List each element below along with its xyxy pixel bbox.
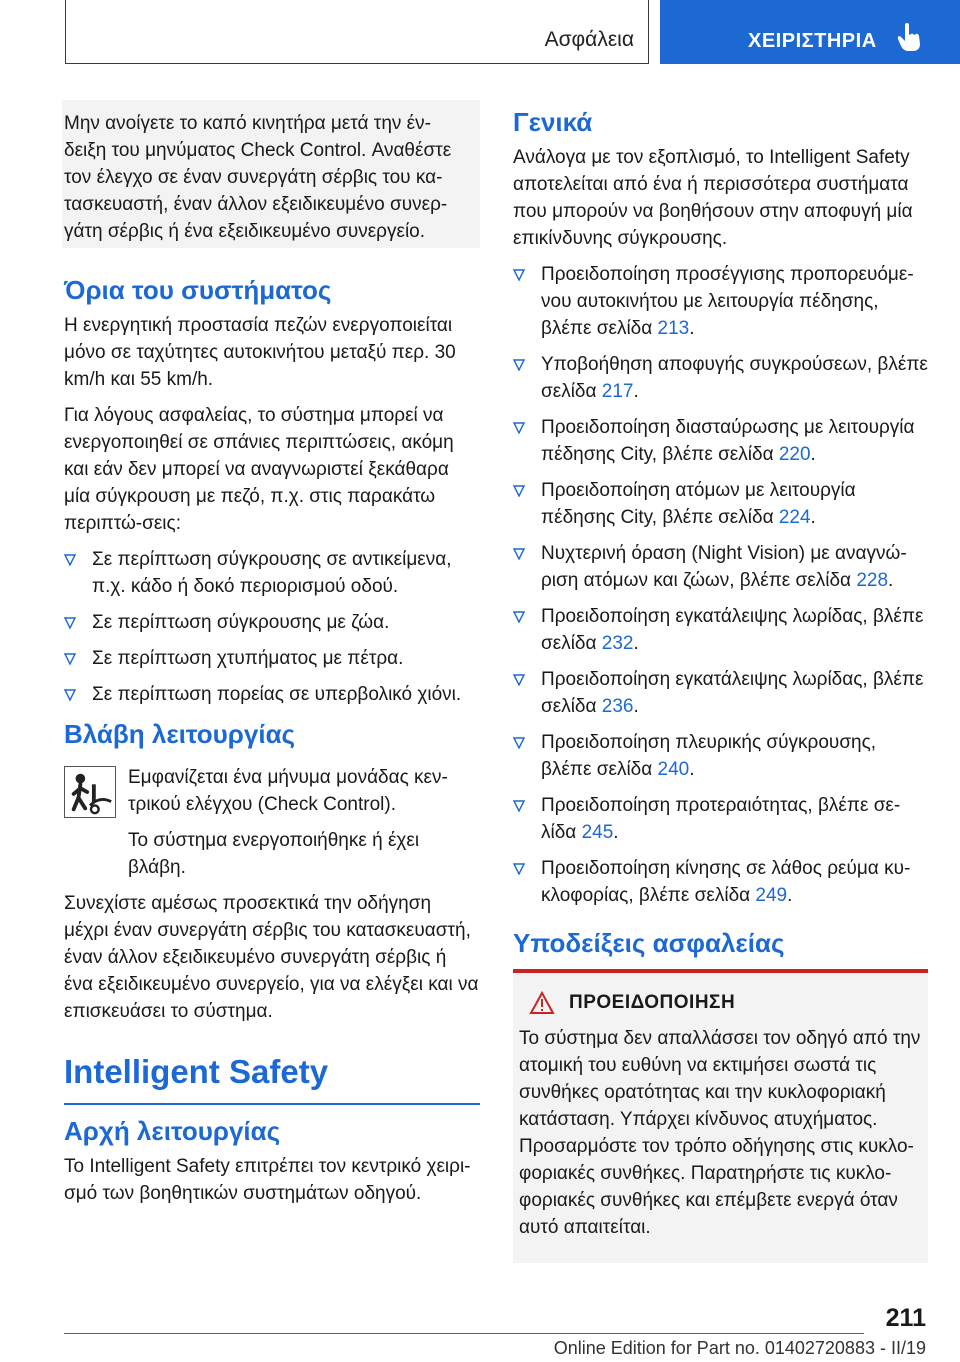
list-item-text: Προειδοποίηση διασταύρωσης με λειτουργία πέδησης City, βλέπε σελίδα <box>541 417 915 465</box>
note-text: Μην ανοίγετε το καπό κινητήρα μετά την έν-δειξη του μηνύματος Check Control. Αναθέστε τον έλεγχο σε έναν συνεργάτη σέρβις του κα-τασκευαστή, έναν άλλον εξειδικευμένο συνερ-γάτη σέρβις ή ένα εξειδικευμένο συνεργείο. <box>64 113 452 242</box>
list-item: Προειδοποίηση κίνησης σε λάθος ρεύμα κυ-κλοφορίας, βλέπε σελίδα 249. <box>513 855 928 909</box>
triangle-bullet-icon <box>513 548 525 560</box>
list-item: Υποβοήθηση αποφυγής συγκρούσεων, βλέπε σελίδα 217. <box>513 351 928 405</box>
systems-list <box>513 261 928 909</box>
list-item: Νυχτερινή όραση (Night Vision) με αναγνώ-ριση ατόμων και ζώων, βλέπε σελίδα 228. <box>513 540 928 594</box>
warning-box <box>513 969 928 1263</box>
hand-pointer-icon <box>896 22 922 52</box>
list-item-text: Νυχτερινή όραση (Night Vision) με αναγνώ-ριση ατόμων και ζώων, βλέπε σελίδα <box>541 543 907 591</box>
page-link[interactable]: 245 <box>581 822 614 843</box>
list-item: Προειδοποίηση εγκατάλειψης λωρίδας, βλέπε σελίδα 232. <box>513 603 928 657</box>
list-item-text: Προειδοποίηση ατόμων με λειτουργία πέδησης City, βλέπε σελίδα <box>541 480 856 528</box>
page-link[interactable]: 240 <box>657 759 690 780</box>
triangle-bullet-icon <box>513 611 525 623</box>
section-title: Ασφάλεια <box>544 28 634 51</box>
page-number: 211 <box>885 1304 926 1332</box>
general-paragraph: Ανάλογα με τον εξοπλισμό, το Intelligent Safety αποτελείται από ένα ή περισσότερα συστήματα που μπορούν να βοηθήσουν στην αποφυγή μία επικίνδυνης σύγκρουσης. <box>513 147 913 249</box>
list-item: Προειδοποίηση διασταύρωσης με λειτουργία πέδησης City, βλέπε σελίδα 220. <box>513 414 928 468</box>
list-item-text: Σε περίπτωση πορείας σε υπερβολικό χιόνι. <box>92 684 462 705</box>
warning-paragraph-1: Το σύστημα δεν απαλλάσσει τον οδηγό από την ατομική του ευθύνη να εκτιμήσει σωστά τις συνθήκες ορατότητας και την κυκλοφοριακή κατάσταση. Υπάρχει κίνδυνος ατυχήματος. <box>519 1028 921 1130</box>
page-link[interactable]: 217 <box>601 381 634 402</box>
warning-triangle-icon <box>529 991 555 1015</box>
list-item-text: Σε περίπτωση χτυπήματος με πέτρα. <box>92 648 404 669</box>
triangle-bullet-icon <box>64 617 76 629</box>
list-item <box>64 546 480 600</box>
triangle-bullet-icon <box>64 554 76 566</box>
list-item: Προειδοποίηση προσέγγισης προπορευόμε-νου αυτοκινήτου με λειτουργία πέδησης, βλέπε σελίδα 213. <box>513 261 928 342</box>
triangle-bullet-icon <box>513 863 525 875</box>
triangle-bullet-icon <box>513 359 525 371</box>
list-item-text: Προειδοποίηση πλευρικής σύγκρουσης, βλέπε σελίδα <box>541 732 877 780</box>
right-column <box>513 100 928 1263</box>
page-link[interactable]: 236 <box>601 696 634 717</box>
list-item: Προειδοποίηση προτεραιότητας, βλέπε σε-λίδα 245. <box>513 792 928 846</box>
list-item <box>64 681 480 708</box>
page-link[interactable]: 249 <box>755 885 788 906</box>
page-link[interactable]: 224 <box>778 507 811 528</box>
fault-message-row <box>64 764 480 881</box>
warning-paragraph-2: Προσαρμόστε τον τρόπο οδήγησης στις κυκλο-φοριακές συνθήκες. Παρατηρήστε τις κυκλο-φοριακές συνθήκες και επέμβετε ενεργά όταν αυτό απαιτείται. <box>519 1136 914 1238</box>
tips-heading: Υποδείξεις ασφαλείας <box>513 928 785 958</box>
triangle-bullet-icon <box>513 269 525 281</box>
list-item-text: Προειδοποίηση εγκατάλειψης λωρίδας, βλέπε σελίδα <box>541 606 924 654</box>
triangle-bullet-icon <box>64 689 76 701</box>
list-item-text: Προειδοποίηση κίνησης σε λάθος ρεύμα κυ-κλοφορίας, βλέπε σελίδα <box>541 858 911 906</box>
warning-title-row <box>529 991 922 1015</box>
left-column <box>64 100 480 1216</box>
footer-divider <box>64 1333 864 1334</box>
list-item <box>64 609 480 636</box>
general-heading: Γενικά <box>513 107 593 137</box>
intelligent-safety-heading: Intelligent Safety <box>64 1051 480 1105</box>
fault-paragraph-2: Το σύστημα ενεργοποιήθηκε ή έχει βλάβη. <box>128 830 420 878</box>
page-link[interactable]: 228 <box>856 570 889 591</box>
triangle-bullet-icon <box>513 674 525 686</box>
triangle-bullet-icon <box>513 800 525 812</box>
fault-paragraph-3: Συνεχίστε αμέσως προσεκτικά την οδήγηση μέχρι έναν συνεργάτη σέρβις του κατασκευαστή, έναν άλλον εξειδικευμένο συνεργάτη σέρβις ή ένα εξειδικευμένο συνεργείο, για να ελέγξει και να επισκευάσει το σύστημα. <box>64 893 479 1022</box>
list-item <box>64 645 480 672</box>
list-item-text: Υποβοήθηση αποφυγής συγκρούσεων, βλέπε σελίδα <box>541 354 928 402</box>
list-item: Προειδοποίηση πλευρικής σύγκρουσης, βλέπε σελίδα 240. <box>513 729 928 783</box>
triangle-bullet-icon <box>513 422 525 434</box>
principle-heading: Αρχή λειτουργίας <box>64 1116 281 1146</box>
footer-edition: Online Edition for Part no. 01402720883 - II/19 <box>553 1338 926 1358</box>
limits-paragraph-2: Για λόγους ασφαλείας, το σύστημα μπορεί να ενεργοποιηθεί σε σπάνιες περιπτώσεις, ακόμη και εάν δεν μπορεί να αναγνωριστεί ξεκάθαρα μία σύγκρουση με πεζό, π.χ. στις παρακάτω περιπτώ-σεις: <box>64 405 454 534</box>
page-link[interactable]: 220 <box>778 444 811 465</box>
triangle-bullet-icon <box>64 653 76 665</box>
header-section-box <box>65 0 649 64</box>
limits-heading: Όρια του συστήματος <box>64 275 332 305</box>
list-item-text: Σε περίπτωση σύγκρουσης με ζώα. <box>92 612 390 633</box>
triangle-bullet-icon <box>513 485 525 497</box>
list-item: Προειδοποίηση εγκατάλειψης λωρίδας, βλέπε σελίδα 236. <box>513 666 928 720</box>
chapter-tab[interactable] <box>660 0 960 64</box>
note-box <box>62 100 480 248</box>
limits-list <box>64 546 480 708</box>
pedestrian-warning-icon <box>64 766 116 818</box>
fault-heading: Βλάβη λειτουργίας <box>64 719 296 749</box>
list-item-text: Προειδοποίηση προτεραιότητας, βλέπε σε-λίδα <box>541 795 901 843</box>
limits-paragraph-1: Η ενεργητική προστασία πεζών ενεργοποιείται μόνο σε ταχύτητες αυτοκινήτου μεταξύ περ. 30 km/h και 55 km/h. <box>64 315 456 390</box>
list-item-text: Προειδοποίηση εγκατάλειψης λωρίδας, βλέπε σελίδα <box>541 669 924 717</box>
page-link[interactable]: 213 <box>657 318 690 339</box>
principle-paragraph: Το Intelligent Safety επιτρέπει τον κεντρικό χειρι-σμό των βοηθητικών συστημάτων οδηγού. <box>64 1156 471 1204</box>
warning-title: ΠΡΟΕΙΔΟΠΟΙΗΣΗ <box>569 992 736 1013</box>
page-link[interactable]: 232 <box>601 633 634 654</box>
list-item-text: Προειδοποίηση προσέγγισης προπορευόμε-νου αυτοκινήτου με λειτουργία πέδησης, βλέπε σελίδα <box>541 264 914 339</box>
triangle-bullet-icon <box>513 737 525 749</box>
list-item-text: Σε περίπτωση σύγκρουσης σε αντικείμενα, π.χ. κάδο ή δοκό περιορισμού οδού. <box>92 549 452 597</box>
fault-paragraph-1: Εμφανίζεται ένα μήνυμα μονάδας κεν-τρικού ελέγχου (Check Control). <box>128 767 448 815</box>
chapter-title: ΧΕΙΡΙΣΤΗΡΙΑ <box>748 30 877 52</box>
list-item: Προειδοποίηση ατόμων με λειτουργία πέδησης City, βλέπε σελίδα 224. <box>513 477 928 531</box>
